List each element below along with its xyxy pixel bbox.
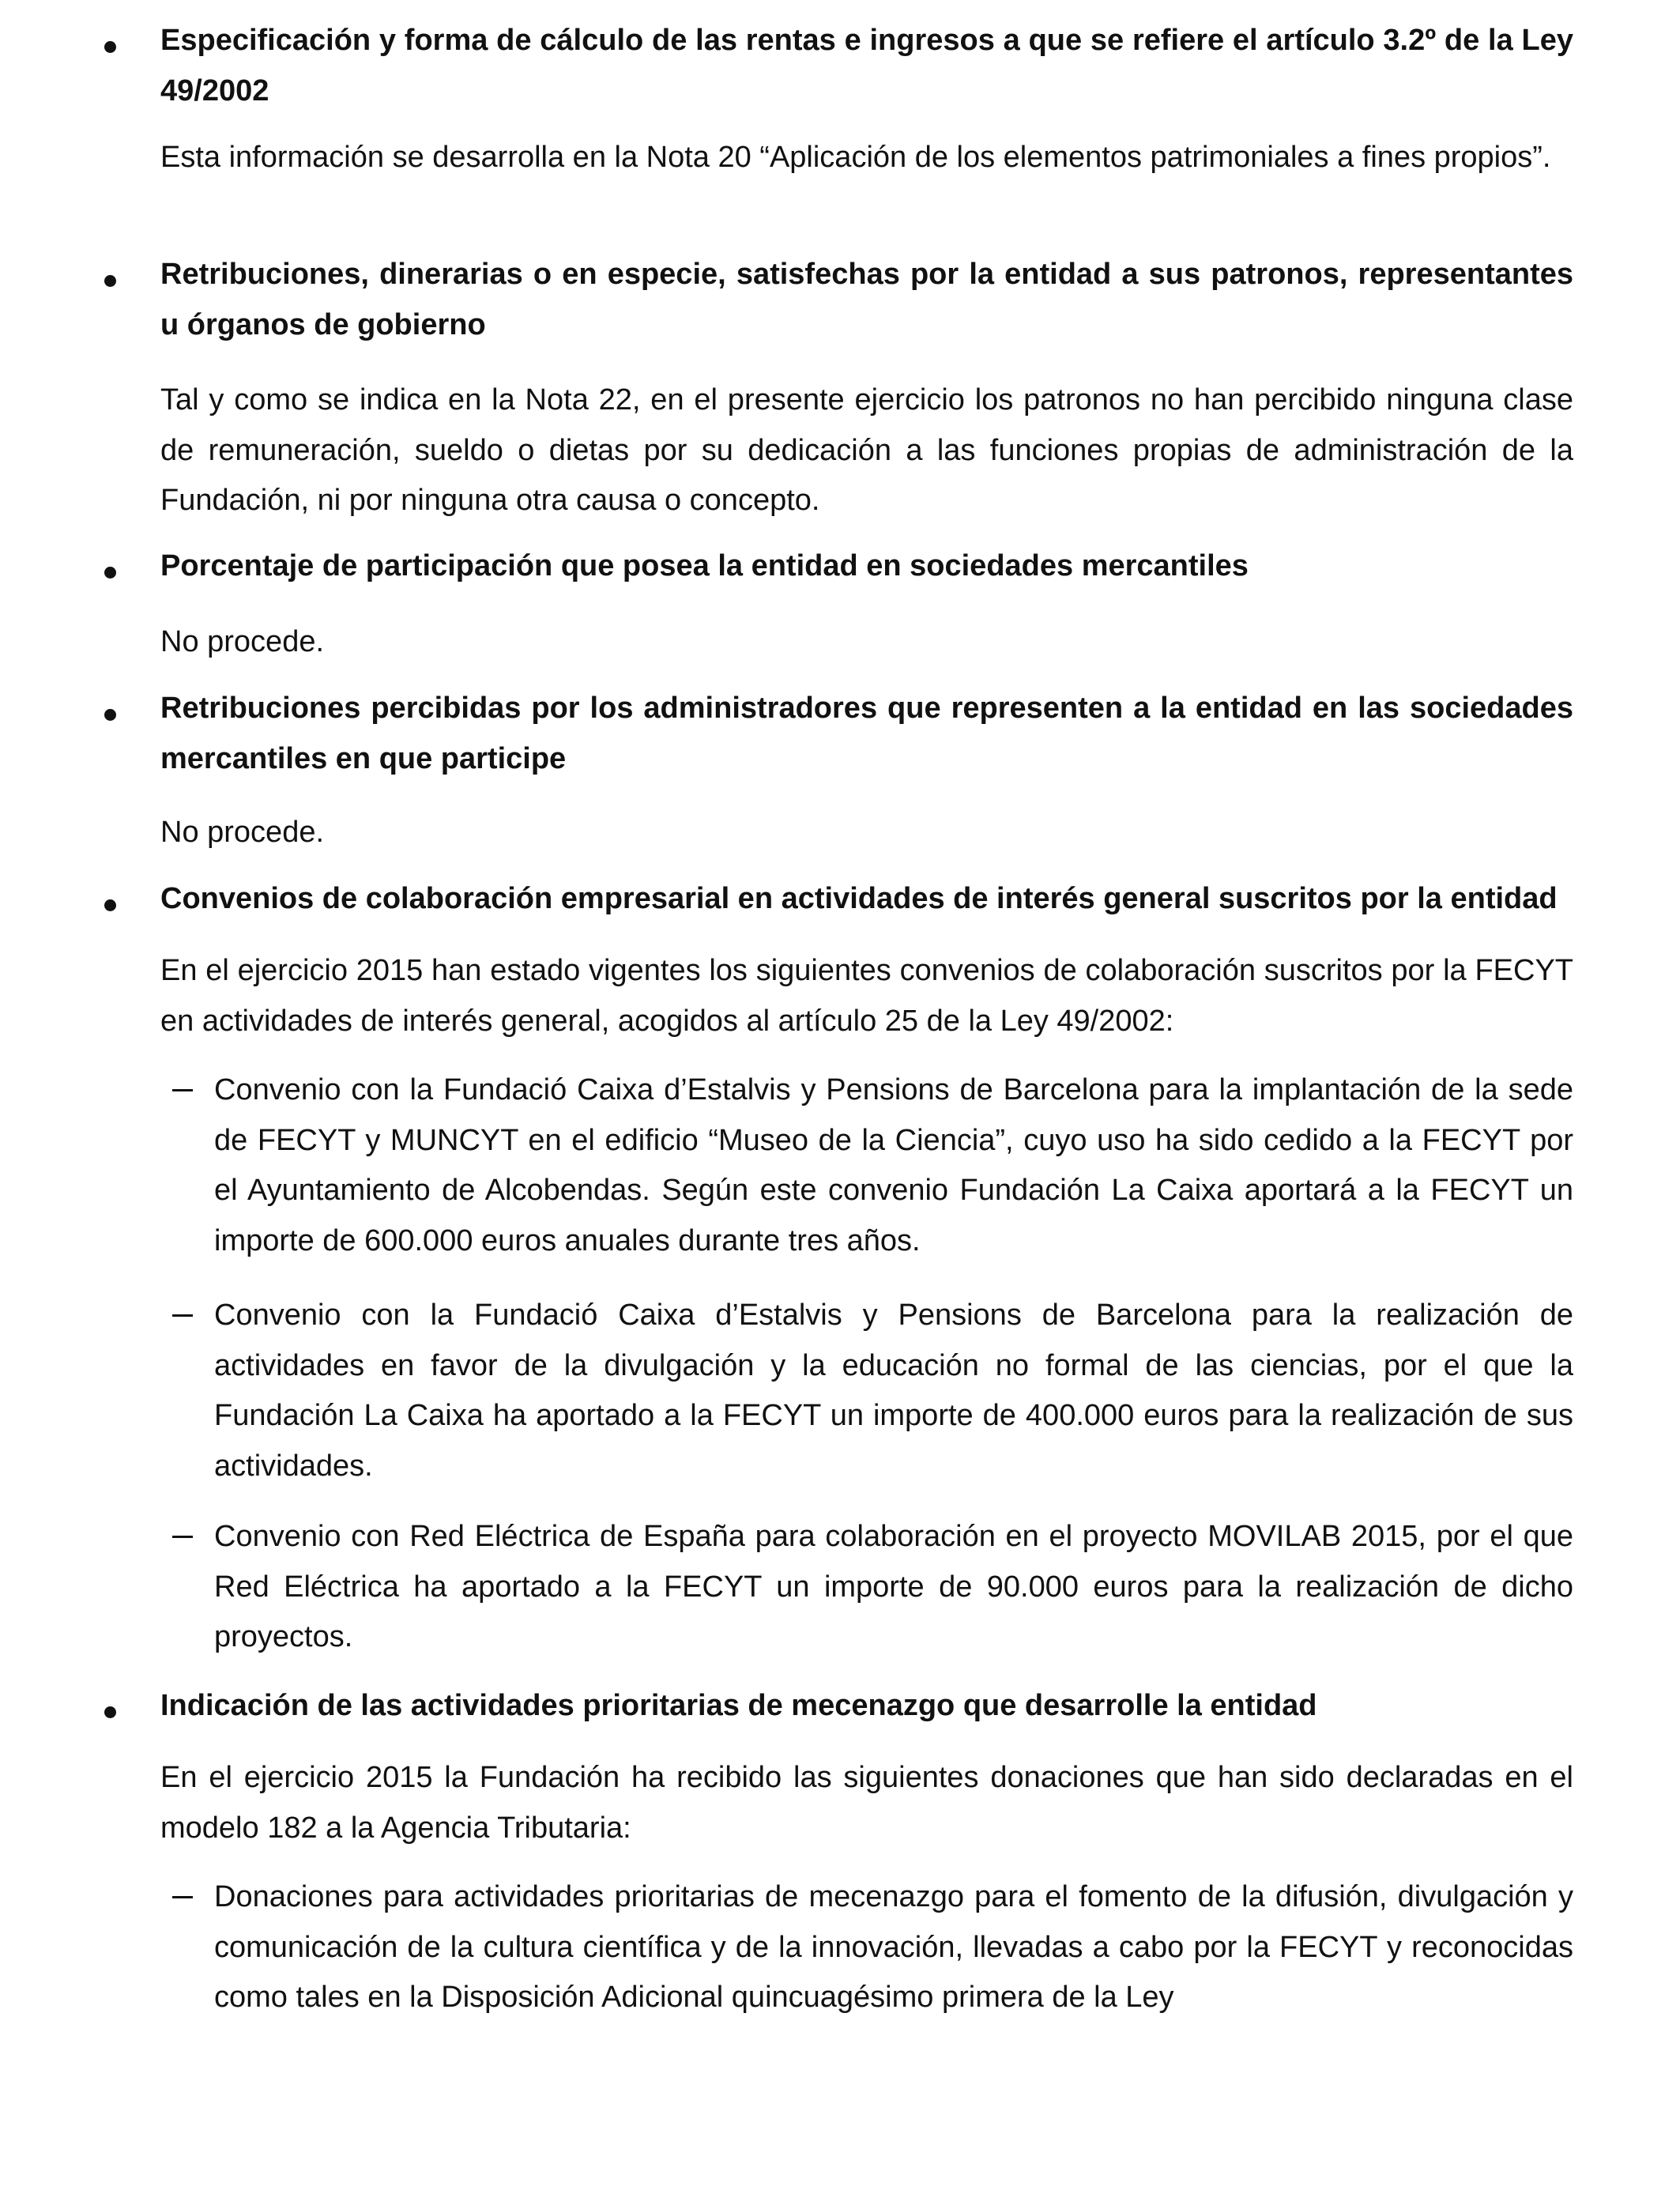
dash-icon bbox=[172, 1314, 193, 1317]
section-body: Tal y como se indica en la Nota 22, en el presente ejercicio los patronos no han percibido ninguna clase de remuneración, sueldo o dietas por su dedicación a las funciones propias de administración de la Fundación, ni por ninguna otra causa o concepto. bbox=[160, 383, 1573, 517]
section-heading: Especificación y forma de cálculo de las rentas e ingresos a que se refiere el artículo 3.2º de la Ley 49/2002 bbox=[160, 24, 1573, 107]
bullet-icon bbox=[104, 1706, 116, 1718]
section-heading: Porcentaje de participación que posea la entidad en sociedades mercantiles bbox=[160, 549, 1249, 582]
section-body: Esta información se desarrolla en la Nota 20 “Aplicación de los elementos patrimoniales a fines propios”. bbox=[160, 141, 1551, 174]
bullet-icon bbox=[104, 41, 116, 53]
section-body: En el ejercicio 2015 han estado vigentes los siguientes convenios de colaboración suscritos por la FECYT en actividades de interés general, acogidos al artículo 25 de la Ley 49/2002: bbox=[160, 954, 1573, 1038]
dash-icon bbox=[172, 1896, 193, 1898]
section-heading: Retribuciones, dinerarias o en especie, satisfechas por la entidad a sus patronos, representantes u órganos de gobierno bbox=[160, 258, 1573, 341]
section-body: No procede. bbox=[160, 816, 325, 849]
bullet-icon bbox=[104, 709, 116, 721]
section-heading: Retribuciones percibidas por los administradores que representen a la entidad en las sociedades mercantiles en que participe bbox=[160, 692, 1573, 775]
dash-icon bbox=[172, 1089, 193, 1091]
section-heading: Indicación de las actividades prioritarias de mecenazgo que desarrolle la entidad bbox=[160, 1689, 1317, 1722]
bullet-icon bbox=[104, 567, 116, 579]
list-item: Convenio con la Fundació Caixa d’Estalvis y Pensions de Barcelona para la implantación de la sede de FECYT y MUNCYT en el edificio “Museo de la Ciencia”, cuyo uso ha sido cedido a la FECYT por el Ayuntamiento de Alcobendas. Según este convenio Fundación La Caixa aportará a la FECYT un importe de 600.000 euros anuales durante tres años. bbox=[214, 1073, 1573, 1257]
section-heading: Convenios de colaboración empresarial en actividades de interés general suscritos por la entidad bbox=[160, 882, 1558, 915]
list-item: Convenio con Red Eléctrica de España para colaboración en el proyecto MOVILAB 2015, por el que Red Eléctrica ha aportado a la FECYT un importe de 90.000 euros para la realización de dicho proyectos. bbox=[214, 1520, 1573, 1653]
list-item: Convenio con la Fundació Caixa d’Estalvis y Pensions de Barcelona para la realización de actividades en favor de la divulgación y la educación no formal de las ciencias, por el que la Fundación La Caixa ha aportado a la FECYT un importe de 400.000 euros para la realización de sus actividades. bbox=[214, 1299, 1573, 1483]
dash-icon bbox=[172, 1536, 193, 1538]
bullet-icon bbox=[104, 275, 116, 287]
bullet-icon bbox=[104, 899, 116, 911]
section-body: No procede. bbox=[160, 625, 325, 658]
section-body: En el ejercicio 2015 la Fundación ha recibido las siguientes donaciones que han sido declaradas en el modelo 182 a la Agencia Tributaria: bbox=[160, 1761, 1573, 1845]
list-item: Donaciones para actividades prioritarias de mecenazgo para el fomento de la difusión, divulgación y comunicación de la cultura científica y de la innovación, llevadas a cabo por la FECYT y reconocidas como tales en la Disposición Adicional quincuagésimo primera de la Ley bbox=[214, 1880, 1573, 2014]
